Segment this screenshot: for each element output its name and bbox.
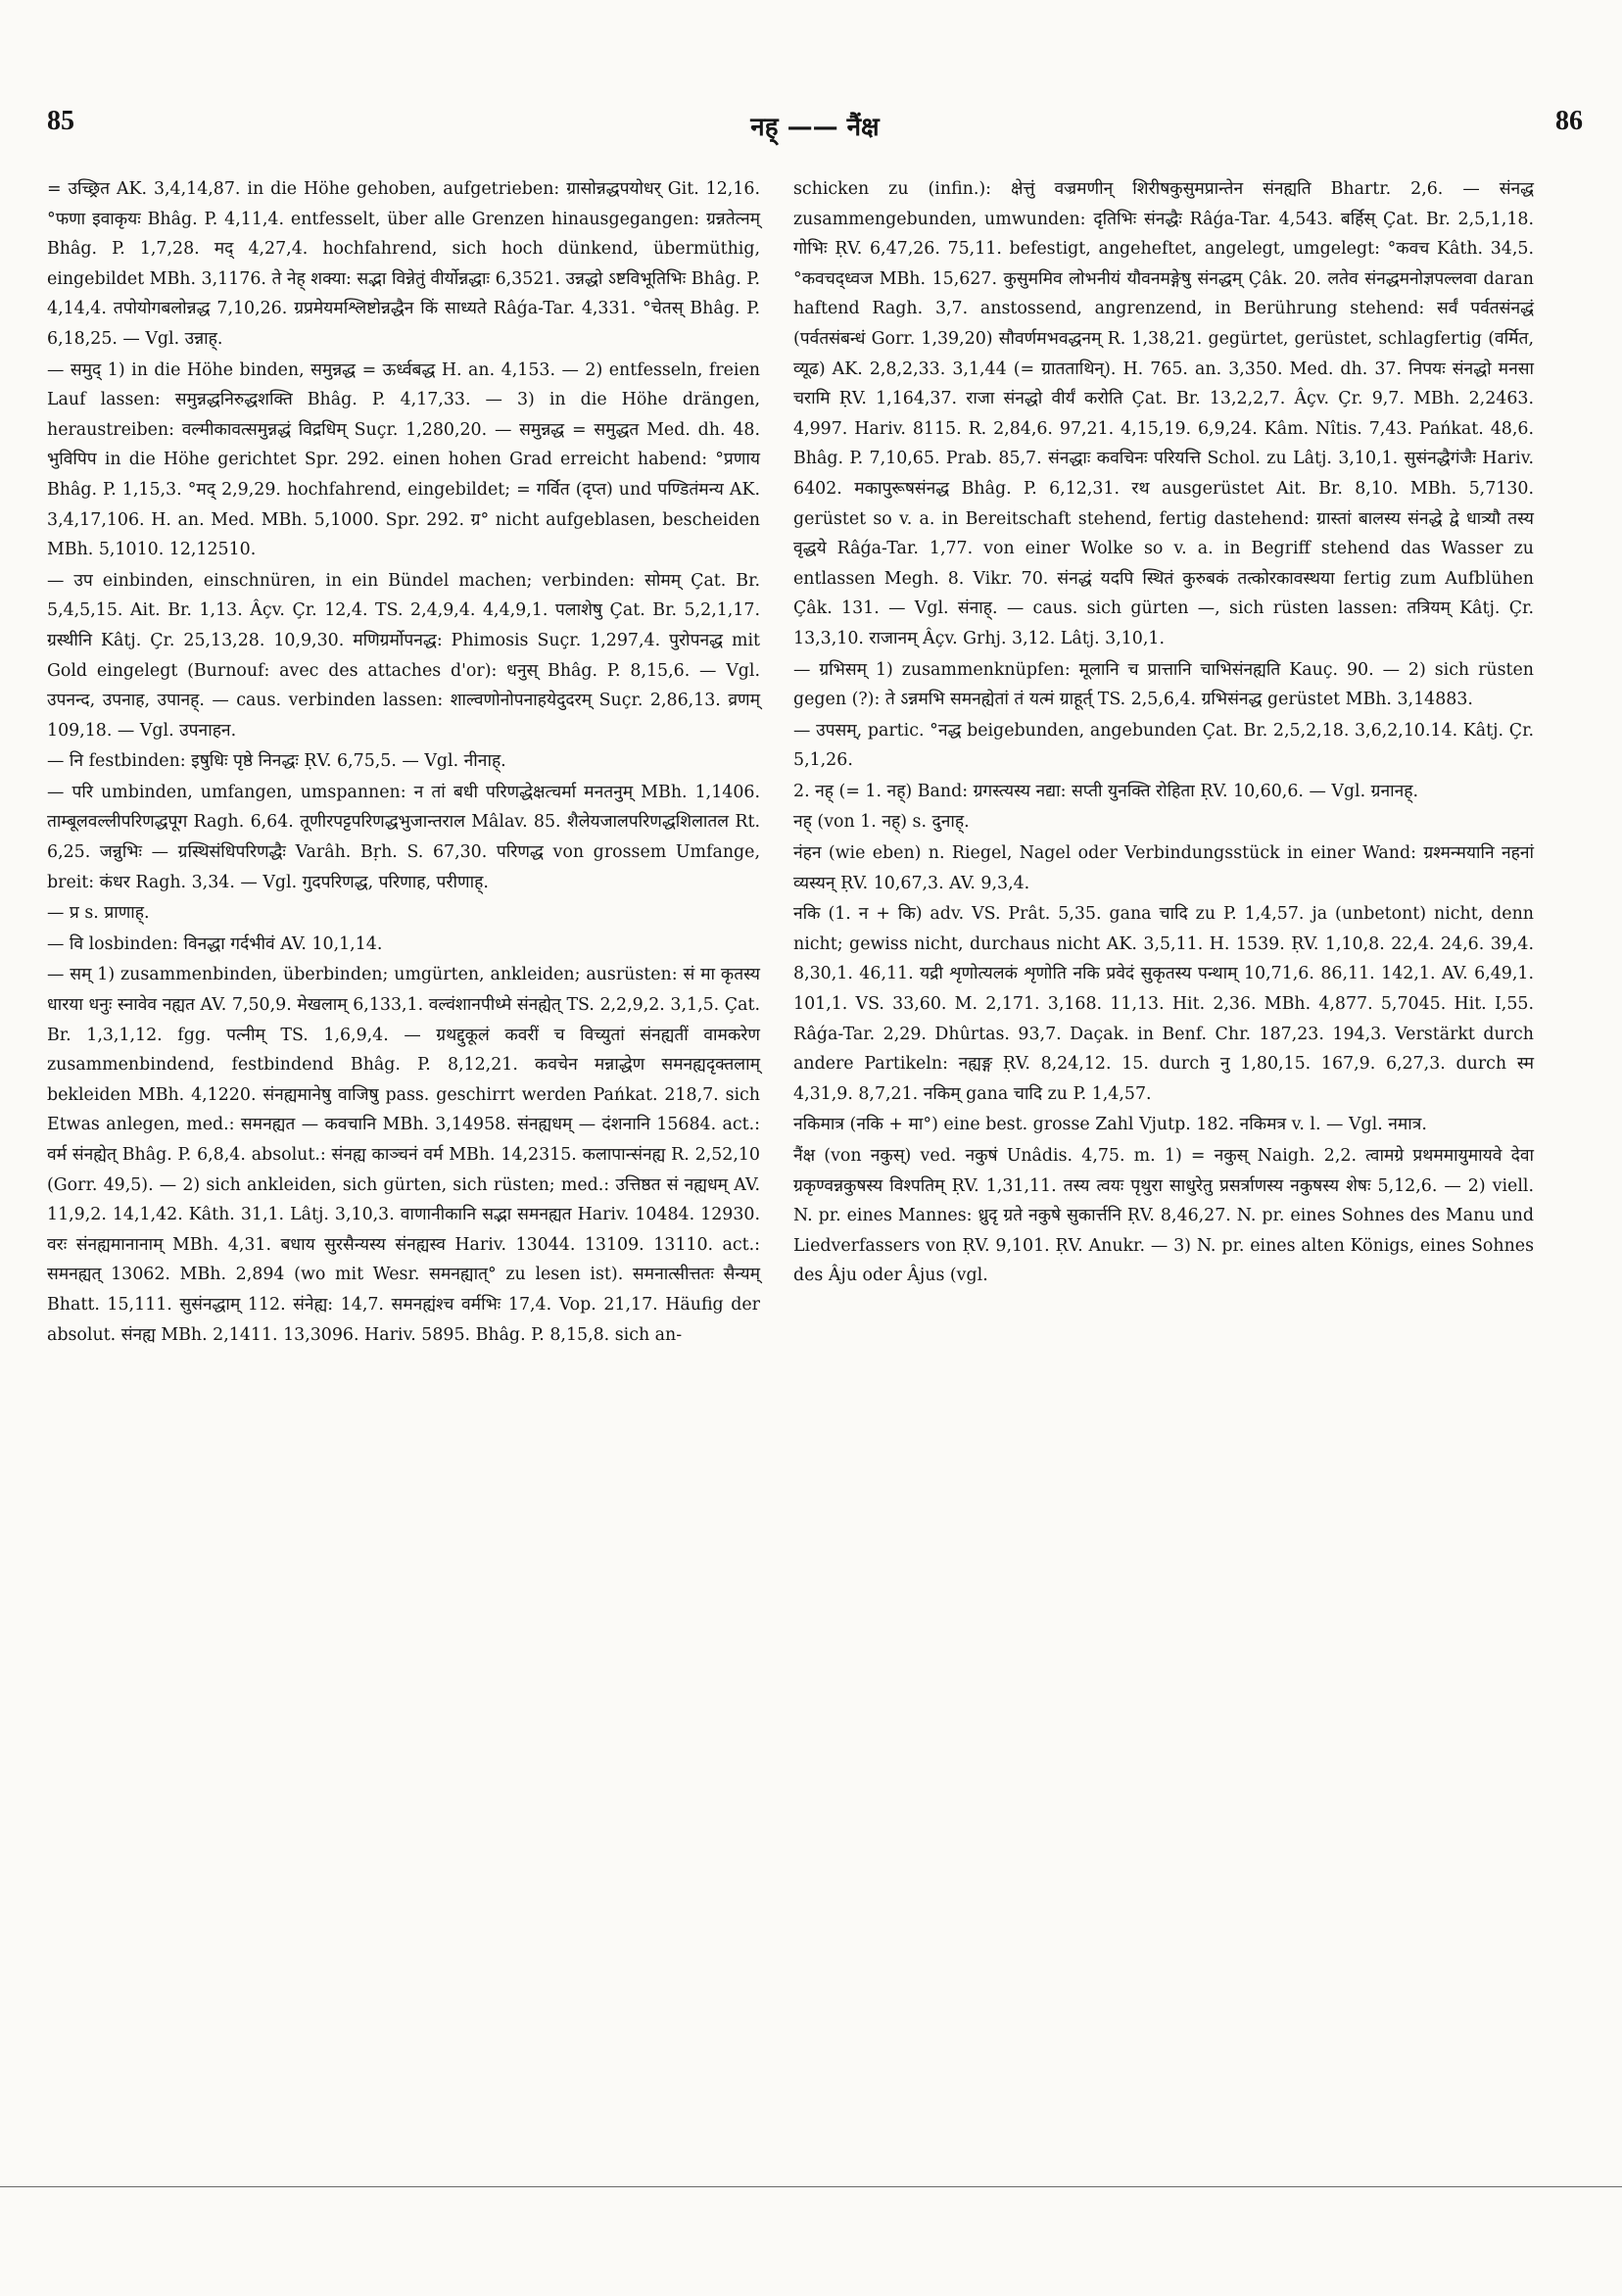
entry-paragraph: नैंक्ष (von नकुस्) ved. नकुषं Unâdis. 4,75. m. 1) = नकुस् Naigh. 2,2. त्वामग्रे प्रथममायुमायवे देवा ग्रकृण्वन्नकुषस्य विश्पतिम् ṚV. 1,31,11. तस्य त्वयः पृथुरा साधुरेतु प्रसर्त्राणस्य नकुषस्य शेषः 5,12,6. — 2) viell. N. pr. eines Mannes: ध्रुदृ ग्रते नकुषे सुकार्त्तनि ṚV. 8,46,27. N. pr. eines Sohnes des Manu und Liedverfassers von ṚV. 9,101. ṚV. Anukr. — 3) N. pr. eines alten Königs, eines Sohnes des Âju oder Âjus (vgl. (793, 1146, 1534, 1286)
right-page-number: 86 (1555, 106, 1583, 136)
entry-paragraph: — ग्रभिसम् 1) zusammenknüpfen: मूलानि च प्रात्तानि चाभिसंनह्यति Kauç. 90. — 2) sich rüsten gegen (?): ते ऽन्नमभि समनह्येतां तं यत्मं ग्राहूर्त् TS. 2,5,6,4. ग्रभिसंनद्ध gerüstet MBh. 3,14883. (793, 659, 1534, 710)
right-column (793, 174, 1534, 1291)
left-column (47, 174, 760, 1350)
entry-paragraph: — प्र s. प्राणाह्. (47, 903, 150, 924)
entry-paragraph: — वि losbinden: विनद्धा गर्दभीवं AV. 10,1,14. (47, 933, 383, 954)
entry-paragraph: — समुद् 1) in die Höhe binden, समुन्नद्ध = ऊर्ध्वबद्ध H. an. 4,153. — 2) entfesseln, freien Lauf lassen: समुन्नद्धनिरुद्धशक्ति Bhâg. P. 4,17,33. — 3) in die Höhe drängen, heraustreiben: वल्मीकावत्समुन्नद्धं विद्रधिम् Suçr. 1,280,20. — समुन्नद्ध = समुद्धत Med. dh. 48. भुविपिप in die Höhe gerichtet Spr. 292. einen hohen Grad erreicht habend: °प्रणाय Bhâg. P. 1,15,3. °मद् 2,9,29. hochfahrend, eingebildet; = गर्वित (दृप्त) und पण्डितंमन्य AK. 3,4,17,106. H. an. Med. MBh. 5,1000. Spr. 292. ग्र° nicht aufgeblasen, bescheiden MBh. 5,1010. 12,12510. (47, 359, 760, 560)
entry-paragraph: — उपसम्, partic. °नद्ध beigebunden, angebunden Çat. Br. 2,5,2,18. 3,6,2,10.14. Kâtj. Çr. 5,1,26. (793, 720, 1534, 771)
entry-paragraph: — नि festbinden: इषुधिः पृष्ठे निनद्धः ṚV. 6,75,5. — Vgl. नीनाह्. (47, 751, 506, 772)
left-page-number: 85 (47, 106, 74, 136)
bottom-rule (0, 2186, 1622, 2187)
entry-paragraph: = उच्छ्रित AK. 3,4,14,87. in die Höhe gehoben, aufgetrieben: ग्रासोन्नद्धपयोधर् Git. 12,16. °फणा इवाकृयः Bhâg. P. 4,11,4. entfesselt, über alle Grenzen hinausgegangen: ग्रन्नतेत्नम् Bhâg. P. 1,7,28. मद् 4,27,4. hochfahrend, sich hoch dünkend, übermüthig, eingebildet MBh. 3,1176. ते नेह् शक्या: सद्भा विन्नेतुं वीर्योन्नद्धाः 6,3521. उन्नद्धो ऽष्टविभूतिभिः Bhâg. P. 4,14,4. तपोयोगबलोन्नद्ध 7,10,26. ग्रप्रमेयमश्लिष्टोन्नद्धैन किं साध्यते Râǵa-Tar. 4,331. °चेतस् Bhâg. P. 6,18,25. — Vgl. उन्नाह्. (47, 179, 760, 349)
entry-paragraph: नंहन (wie eben) n. Riegel, Nagel oder Verbindungsstück in einer Wand: ग्रश्मन्मयानि नहनां व्यस्यन् ṚV. 10,67,3. AV. 9,3,4. (793, 843, 1534, 893)
running-head-title: नह् —— नैंक्ष (750, 113, 880, 142)
entry-paragraph: नह् (von 1. नह्) s. दुनाह्. (793, 812, 970, 833)
entry-paragraph: — उप einbinden, einschnüren, in ein Bündel machen; verbinden: सोमम् Çat. Br. 5,4,5,15. Ait. Br. 1,13. Âçv. Çr. 12,4. TS. 2,4,9,4. 4,4,9,1. पलाशेषु Çat. Br. 5,2,1,17. ग्रस्थीनि Kâtj. Çr. 25,13,28. 10,9,30. मणिग्रर्मोपनद्ध: Phimosis Suçr. 1,297,4. पुरोपनद्ध mit Gold eingelegt (Burnouf: avec des attaches d'or): धनुस् Bhâg. P. 8,15,6. — Vgl. उपनन्द, उपनाह, उपानह्. — caus. verbinden lassen: शाल्वणोनोपनाहयेदुदरम् Suçr. 2,86,13. व्रणम् 109,18. — Vgl. उपनाहन. (47, 570, 760, 741)
entry-paragraph: नकि (1. न + कि) adv. VS. Prât. 5,35. gana चादि zu P. 1,4,57. ja (unbetont) nicht, denn nicht; gewiss nicht, durchaus nicht AK. 3,5,11. H. 1539. ṚV. 1,10,8. 22,4. 24,6. 39,4. 8,30,1. 46,11. यद्री शृणोत्यलकं शृणोति नकि प्रवेदं सुकृतस्य पन्थाम् 10,71,6. 86,11. 142,1. AV. 6,49,1. 101,1. VS. 33,60. M. 2,171. 3,168. 11,13. Hit. 2,36. MBh. 4,877. 5,7045. Hit. I,55. Râǵa-Tar. 2,29. Dhûrtas. 93,7. Daçak. in Benf. Chr. 187,23. 194,3. Verstärkt durch andere Partikeln: नह्यङ्ग ṚV. 8,24,12. 15. durch नु 1,80,15. 167,9. 6,27,3. durch स्म 4,31,9. 8,7,21. नकिम् gana चादि zu P. 1,4,57. (793, 904, 1534, 1104)
entry-paragraph: schicken zu (infin.): क्षेत्तुं वज्रमणीन् शिरीषकुसुमप्रान्तेन संनह्यति Bhartr. 2,6. — संनद्ध zusammengebunden, umwunden: दृतिभिः संनद्धैः Râǵa-Tar. 4,543. बर्हिस् Çat. Br. 2,5,1,18. गोभिः ṚV. 6,47,26. 75,11. befestigt, angeheftet, angelegt, umgelegt: °कवच Kâth. 34,5. °कवचद्ध्वज MBh. 15,627. कुसुममिव लोभनीयं यौवनमङ्गेषु संनद्धम् Çâk. 20. लतेव संनद्धमनोज्ञपल्लवा daran haftend Ragh. 3,7. anstossend, angrenzend, in Berührung stehend: सर्वं पर्वतसंनद्धं (पर्वतसंबन्धं Gorr. 1,39,20) सौवर्णमभवद्धनम् R. 1,38,21. gegürtet, gerüstet, schlagfertig (वर्मित, व्यूढ) AK. 2,8,2,33. 3,1,44 (= ग्रातताथिन्). H. 765. an. 3,350. Med. dh. 37. निपयः संनद्धो मनसा चरामि ṚV. 1,164,37. राजा संनद्धो वीर्यं करोति Çat. Br. 13,2,2,7. Âçv. Çr. 9,7. MBh. 2,2463. 4,997. Hariv. 8115. R. 2,84,6. 97,21. 4,15,19. 6,9,24. Kâm. Nîtis. 7,43. Pańkat. 48,6. Bhâg. P. 7,10,65. Prab. 85,7. संनद्धाः कवचिनः परियत्ति Schol. zu Lâtj. 3,10,1. सुसंनद्धैगंजैः Hariv. 6402. मकापुरूषसंनद्ध Bhâg. P. 6,12,31. रथ ausgerüstet Ait. Br. 8,10. MBh. 5,7130. gerüstet so v. a. in Bereitschaft stehend, fertig dastehend: ग्रास्तां बालस्य संनद्धे द्वे धात्र्यौ तस्य वृद्धये Râǵa-Tar. 1,77. von einer Wolke so v. a. in Begriff stehend das Wasser zu entlassen Megh. 8. Vikr. 70. संनद्धं यदपि स्थितं कुरुबकं तत्कोरकावस्थया fertig zum Aufblühen Çâk. 131. — Vgl. संनाह्. — caus. sich gürten —, sich rüsten lassen: तत्रियम् Kâtj. Çr. 13,3,10. राजानम् Âçv. Grhj. 3,12. Lâtj. 3,10,1. (793, 179, 1534, 648)
entry-paragraph: — सम् 1) zusammenbinden, überbinden; umgürten, ankleiden; ausrüsten: सं मा कृतस्य धारया धनुः स्नावेव नह्यत AV. 7,50,9. मेखलाम् 6,133,1. वल्वंशानपीध्मे संनह्येत् TS. 2,2,9,2. 3,1,5. Çat. Br. 1,3,1,12. fgg. पत्नीम् TS. 1,6,9,4. — ग्रथद्दुकूलं कवरीं च विच्युतां संनह्यतीं वामकरेण zusammenbindend, festbindend Bhâg. P. 8,12,21. कवचेन मन्नाद्धेण समनह्यदृक्तलाम् bekleiden MBh. 4,1220. संनह्यमानेषु वाजिषु pass. geschirrt werden Pańkat. 218,7. sich Etwas anlegen, med.: समनह्यत — कवचानि MBh. 3,14958. संनह्यधम् — दंशनानि 15684. act.: वर्म संनह्येत् Bhâg. P. 6,8,4. absolut.: संनह्य काञ्चनं वर्म MBh. 14,2315. कलापान्संनह्य R. 2,52,10 (Gorr. 49,5). — 2) sich ankleiden, sich gürten, sich rüsten; med.: उत्तिष्ठत सं नह्यधम् AV. 11,9,2. 14,1,42. Kâth. 31,1. Lâtj. 3,10,3. वाणानीकानि सद्भा समनह्यत Hariv. 10484. 12930. वरः संनह्यमानानाम् MBh. 4,31. बधाय सुरसैन्यस्य संनह्यस्व Hariv. 13044. 13109. 13110. act.: समनह्यत् 13062. MBh. 2,894 (wo mit Wesr. समनह्यात्° zu lesen ist). समनात्सीत्ततः सैन्यम् Bhatt. 15,111. सुसंनद्धाम् 112. संनेह्य: 14,7. समनह्यंश्च वर्मभिः 17,4. Vop. 21,17. Häufig der absolut. संनह्य MBh. 2,1411. 13,3096. Hariv. 5895. Bhâg. P. 8,15,8. sich an- (47, 965, 760, 1345)
entry-paragraph: नकिमात्र (नकि + मा°) eine best. grosse Zahl Vjutp. 182. नकिमत्र v. l. — Vgl. नमात्र. (793, 1115, 1427, 1135)
entry-paragraph: 2. नह् (= 1. नह्) Band: ग्रगस्त्यस्य नद्या: सप्ती युनक्ति रोहिता ṚV. 10,60,6. — Vgl. ग्रनानह्. (793, 781, 1419, 801)
running-header (47, 106, 1583, 155)
entry-paragraph: — परि umbinden, umfangen, umspannen: न तां बधी परिणद्धेक्षत्चर्मा मनतनुम् MBh. 1,1406. ताम्बूलवल्लीपरिणद्धपूग Ragh. 6,64. तूणीरपट्टपरिणद्धभुजान्तराल Mâlav. 85. शैलेयजालपरिणद्धशिलातल Rt. 6,25. जन्नुभिः — ग्रस्थिसंधिपरिणद्धैः Varâh. Bṛh. S. 67,30. परिणद्ध von grossem Umfange, breit: कंधर Ragh. 3,34. — Vgl. गुदपरिणद्ध, परिणाह, परीणाह्. (47, 782, 760, 892)
